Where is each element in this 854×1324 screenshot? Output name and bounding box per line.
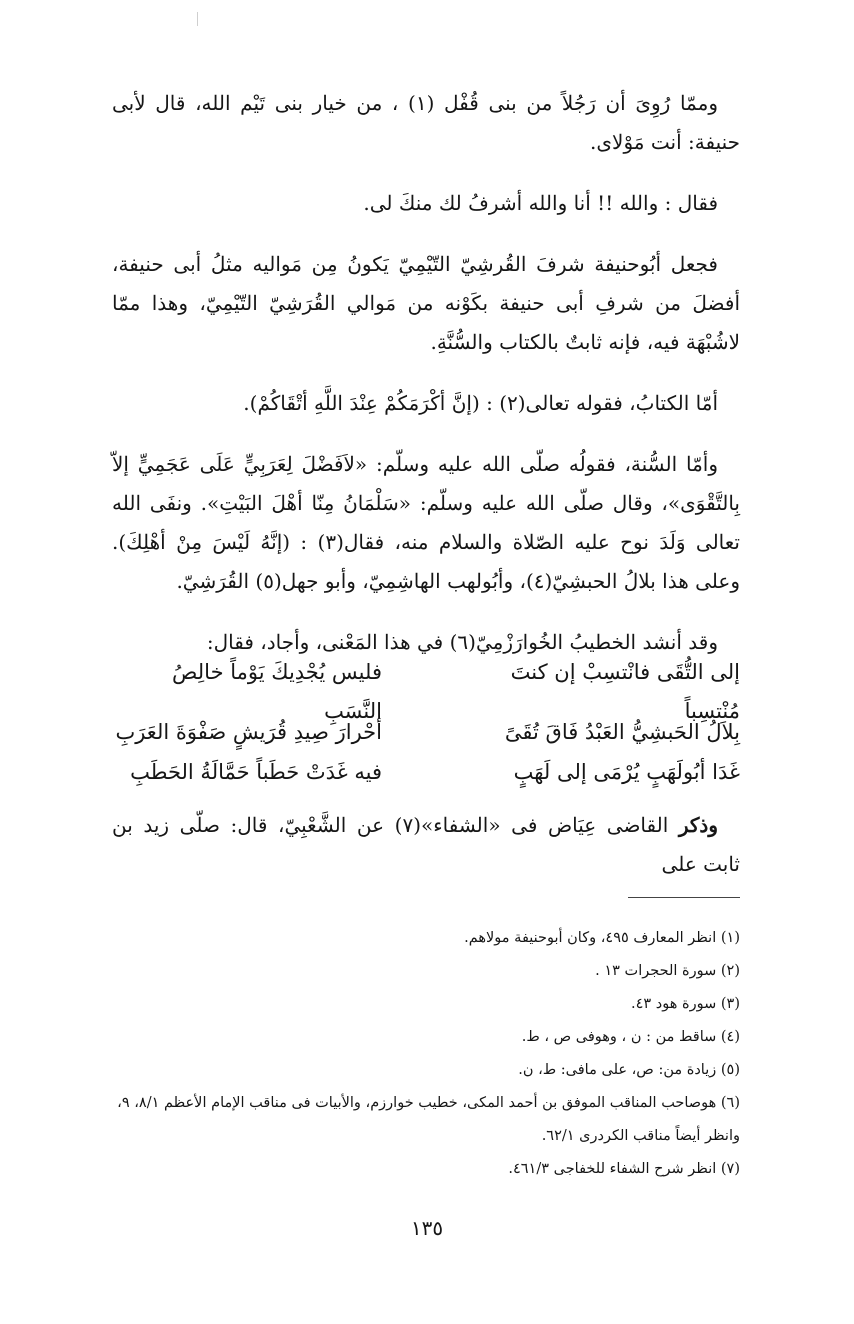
- paragraph-last-text: القاضى عِيَاض فى «الشفاء»(٧) عن الشَّعْبِيّ، قال: صلّى زيد بن ثابت على: [112, 813, 740, 876]
- footnote-2: (٢) سورة الحجرات ١٣ .: [595, 963, 740, 979]
- verse-2-second-half: أحْرارَ صِيدِ قُرَيشٍ صَفْوَةَ العَرَبِ: [115, 719, 382, 744]
- main-text: [112, 84, 740, 906]
- verse-3-second-half: فيه غَدَتْ حَطَباً حَمَّالَةُ الحَطَبِ: [130, 759, 382, 784]
- footnote-6: (٦) هوصاحب المناقب الموفق بن أحمد المكى، خطيب خوارزم، والأبيات فى مناقب الإمام الأعظم ٨/١، ٩، وانظر أيضاً مناقب الكردرى ٦٢/١.: [117, 1095, 740, 1144]
- page-number: ١٣٥: [410, 1216, 444, 1240]
- footnote-rule: [628, 897, 740, 898]
- footnote-4: (٤) ساقط من : ن ، وهوفى ص ، ط.: [521, 1029, 740, 1045]
- paragraph-last: [112, 806, 740, 884]
- verse-2-first-half: بِلاَلُ الحَبشِيُّ العَبْدُ فَاقَ تُقَىً: [504, 719, 740, 744]
- paragraph-5: وأمّا السُّنة، فقولُه صلّى الله عليه وسلّم: «لاَفَضْلَ لِعَرَبِيٍّ عَلَى عَجَمِيٍّ إلاّ بِالتَّقْوَى»، وقال صلّى الله عليه وسلّم: «سَلْمَانُ مِنّا أهْلَ البَيْتِ». ونفَى الله تعالى وَلَدَ نوح عليه الصّلاة والسلام منه، فقال(٣) : (إنَّهُ لَيْسَ مِنْ أهْلِكَ). وعلى هذا بلالُ الحبشِيّ(٤)، وأبُولهب الهاشِمِيّ، وأبو جهل(٥) القُرَشِيّ.: [112, 452, 740, 593]
- footnote-7: (٧) انظر شرح الشفاء للخفاجى ٤٦١/٣.: [508, 1161, 740, 1177]
- paragraph-1: وممّا رُوِىَ أن رَجُلاً من بنى قُفْل (١) ، من خيار بنى تَيْم الله، قال لأبى حنيفة: أنت مَوْلاى.: [112, 91, 740, 154]
- scan-mark: [197, 12, 198, 26]
- poem: [112, 660, 740, 792]
- footnote-1: (١) انظر المعارف ٤٩٥، وكان أبوحنيفة مولاهم.: [464, 930, 740, 946]
- footnote-5: (٥) زيادة من: ص، على مافى: ط، ن.: [518, 1062, 740, 1078]
- footnotes: [112, 922, 740, 1186]
- footnote-3: (٣) سورة هود ٤٣.: [631, 996, 740, 1012]
- paragraph-2: فقال : والله !! أنا والله أشرفُ لك منكَ لى.: [363, 191, 718, 215]
- verse-1-first-half: إلى التُّقَى فانْتسِبْ إن كنتَ مُنْتسِباً: [510, 660, 740, 723]
- paragraph-4: أمّا الكتابُ، فقوله تعالى(٢) : (إنَّ أكْرَمَكُمْ عِنْدَ اللَّهِ أتْقَاكُمْ).: [243, 391, 718, 415]
- verse-1-second-half: فليس يُجْدِيكَ يَوْماً خالِصُ النَّسَبِ: [172, 660, 382, 723]
- verse-3: [112, 752, 740, 792]
- poem-intro: وقد أنشد الخطيبُ الخُوارَزْمِيّ(٦) في هذا المَعْنى، وأجاد، فقال:: [206, 630, 718, 654]
- paragraph-3: فجعل أبُوحنيفة شرفَ القُرشِيّ التّيْمِيّ يَكونُ مِن مَواليه مثلُ أبى حنيفة، أفضلَ من شرفِ أبى حنيفة بكَوْنه من مَوالي القُرَشِيّ التّيْمِيّ، وهذا ممّا لاشُبْهَة فيه، فإنه ثابتٌ بالكتاب والسُّنَّةِ.: [112, 252, 740, 354]
- paragraph-last-lead: وذكر: [678, 813, 718, 837]
- verse-1: [112, 660, 740, 723]
- verse-3-first-half: غَدَا أبُولَهَبٍ يُرْمَى إلى لَهَبٍ: [513, 759, 740, 784]
- verse-2: [112, 712, 740, 752]
